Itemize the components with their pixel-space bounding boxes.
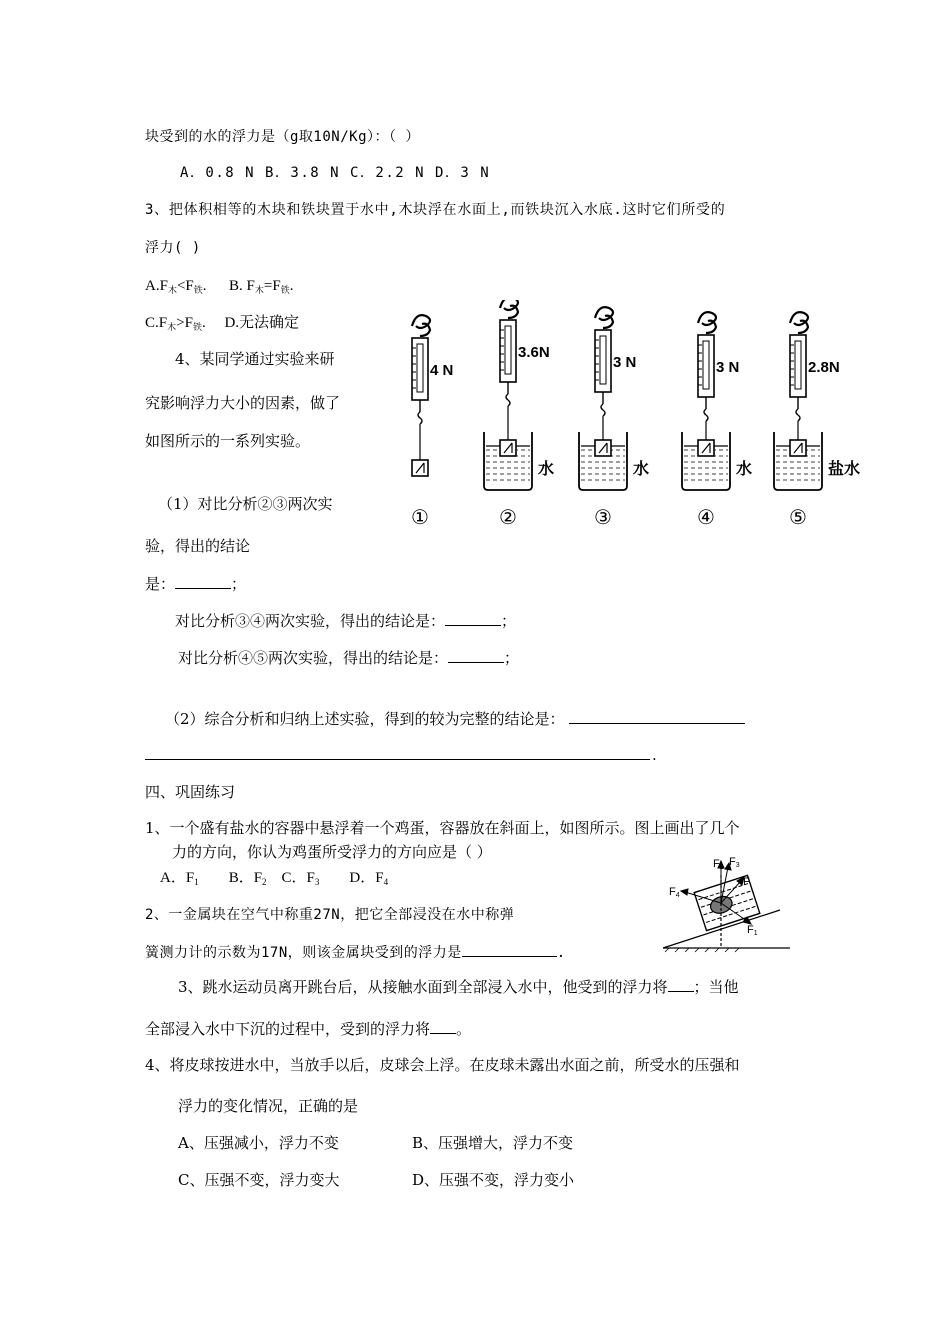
q4-part1-d: 对比分析③④两次实验，得出的结论是： ； (175, 612, 517, 630)
c1-line2: 力的方向，你认为鸡蛋所受浮力的方向应是（ ） (172, 843, 492, 861)
liquid-label: 水 (736, 461, 753, 478)
c3-line2: 全部浸入水中下沉的过程中，受到的浮力将 。 (145, 1020, 472, 1038)
q4-line1: 4、某同学通过实验来研 (175, 350, 335, 368)
spring-scale (412, 338, 428, 400)
hand-icon (595, 307, 613, 328)
c1-option-d: D．$F_4$ (349, 870, 389, 887)
label-f4: F4 (669, 886, 680, 899)
q4-part1-c: 是： ； (145, 575, 247, 593)
hand-icon (500, 300, 518, 318)
answer-line[interactable] (145, 759, 650, 760)
q3-option-d: D.无法确定 (224, 315, 300, 331)
buoyancy-experiment-figure (400, 300, 870, 535)
label-f3: F3 (729, 856, 740, 869)
q4-line2: 究影响浮力大小的因素，做了 (145, 394, 341, 412)
hand-icon (790, 312, 808, 333)
answer-blank[interactable] (175, 573, 231, 589)
label-f: F (743, 876, 750, 888)
q4-part1-b: 验，得出的结论 (145, 537, 251, 555)
spring-scale (698, 335, 714, 397)
answer-blank[interactable] (448, 647, 504, 663)
experiment-number: ④ (697, 507, 715, 529)
q4-part1-a: （1）对比分析②③两次实 (158, 495, 333, 513)
section4-title: 四、巩固练习 (145, 783, 236, 801)
liquid-label: 水 (538, 461, 555, 478)
q2-options: A．0.8 N B．3.8 N C．2.2 N D．3 N (180, 165, 491, 181)
liquid-label: 盐水 (828, 461, 861, 478)
experiment-number: ③ (594, 507, 612, 529)
answer-blank[interactable] (569, 708, 745, 724)
c4-option-d: D、压强不变，浮力变小 (412, 1171, 575, 1189)
q3-option-c: $C.F_木>F_铁$. (145, 315, 206, 332)
q2-tail: 块受到的水的浮力是（g取10N/Kg）：（ ） (145, 129, 420, 145)
c2-line1: 2、一金属块在空气中称重27N，把它全部浸没在水中称弹 (145, 907, 515, 923)
c1-option-b: B．$F_2$ (228, 870, 267, 887)
scale-reading: 3 N (716, 359, 740, 376)
experiment-setup-5 (774, 312, 860, 529)
scale-reading: 3 N (613, 354, 637, 371)
incline-egg-figure (655, 855, 795, 955)
c3-line1: 3、跳水运动员离开跳台后，从接触水面到全部浸入水中，他受到的浮力将 ；当他 (178, 978, 739, 996)
c1-option-c: C．$F_3$ (281, 870, 320, 887)
experiment-number: ⑤ (789, 507, 807, 529)
label-f1: F1 (747, 924, 758, 937)
c4-line1: 4、将皮球按进水中，当放手以后，皮球会上浮。在皮球未露出水面之前，所受水的压强和 (145, 1056, 740, 1074)
answer-blank[interactable] (668, 976, 694, 992)
q3-line2: 浮力( ) (145, 240, 201, 256)
hand-icon (698, 312, 716, 333)
c1-options (160, 868, 388, 892)
q3-option-a: $A.F_木<F_铁$. (145, 278, 207, 295)
q4-part2-end: . (652, 746, 657, 764)
scale-reading: 3.6N (518, 344, 550, 361)
q3-option-b: B. $F_木=F_铁$. (229, 278, 294, 295)
experiment-number: ① (411, 507, 429, 529)
q3-options-row1 (145, 276, 293, 300)
c1-option-a: A．$F_1$ (160, 870, 199, 887)
q4-part2: （2）综合分析和归纳上述实验，得到的较为完整的结论是： (165, 708, 745, 729)
experiment-setup-2 (484, 300, 554, 529)
q4-line3: 如图所示的一系列实验。 (145, 432, 311, 450)
q4-part1-e: 对比分析④⑤两次实验，得出的结论是： ； (178, 649, 520, 667)
spring-scale (790, 335, 806, 397)
c4-option-b: B、压强增大，浮力不变 (412, 1134, 574, 1152)
c4-line2: 浮力的变化情况，正确的是 (178, 1097, 359, 1115)
spring-scale (595, 330, 611, 392)
hand-icon (412, 315, 430, 336)
answer-blank[interactable] (445, 610, 501, 626)
experiment-number: ② (499, 507, 517, 529)
scale-reading: 4 N (430, 362, 454, 379)
c2-line2: 簧测力计的示数为17N，则该金属块受到的浮力是 . (145, 941, 566, 963)
experiment-setup-3 (579, 307, 649, 529)
q3-line1: 3、把体积相等的木块和铁块置于水中,木块浮在水面上,而铁块沉入水底.这时它们所受的 (145, 202, 726, 218)
c4-option-a: A、压强减小，浮力不变 (178, 1134, 339, 1152)
answer-blank[interactable] (430, 1018, 456, 1034)
q3-options-row2 (145, 313, 299, 337)
liquid-label: 水 (633, 461, 650, 478)
label-f2: F2 (713, 858, 724, 871)
spring-scale (500, 320, 516, 382)
c4-option-c: C、压强不变，浮力变大 (178, 1171, 340, 1189)
answer-blank[interactable] (462, 941, 557, 957)
c1-line1: 1、一个盛有盐水的容器中悬浮着一个鸡蛋，容器放在斜面上，如图所示。图上画出了几个 (145, 819, 740, 837)
experiment-setup-1 (411, 315, 453, 529)
experiment-setup-4 (682, 312, 752, 529)
scale-reading: 2.8N (808, 359, 840, 376)
